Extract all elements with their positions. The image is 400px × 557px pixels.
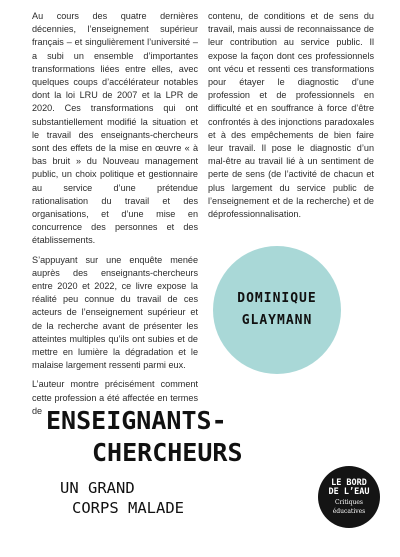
book-title-line-2: CHERCHEURS [92, 438, 243, 467]
author-first-name: DOMINIQUE [237, 291, 317, 306]
summary-paragraph-1: Au cours des quatre dernières décennies, l’enseignement supérieur français – et singulièrement l’université – a subi un ensemble d’importantes transformations liées entre elles, avec quelques coups d’accélérateur notables dont la loi LRU de 2007 et la LPR de 2020. Ces transformations qui ont substantiellement modifié la situation et le travail des enseignants-chercheurs sont des effets de la mise en œuvre « à bas bruit » du Nouveau management public, un choix politique et gestionnaire au service d’une prétendue rationalisation du travail et des organisations, et d’une mise en concurrence des personnes et des établissements. [32, 11, 198, 246]
publisher-name-line-1: LE BORD [331, 478, 367, 488]
book-title [46, 405, 243, 469]
summary-paragraph-2: S’appuyant sur une enquête menée auprès des enseignants-chercheurs entre 2020 et 2022, ce livre expose la réalité peu connue du travail de ces acteurs de l’enseignement supérieur et de la recherche avant de présenter les atteintes multiples qu’ils ont subies et de mettre en lumière la dégradation et le malaise largement ressenti parmi eux. [32, 254, 198, 371]
publisher-name-line-2: DE L’EAU [328, 487, 370, 497]
summary-paragraph-3: L’auteur montre précisément comment cette profession a été affectée en termes de [32, 379, 198, 416]
collection-name-line-2: éducatives [332, 508, 366, 515]
author-badge [213, 246, 341, 374]
publisher-logo [318, 466, 380, 528]
collection-name-line-1: Critiques [334, 499, 364, 506]
back-cover-left-column [32, 10, 198, 424]
summary-paragraph-continued: contenu, de conditions et de sens du travail, mais aussi de reconnaissance de leur contribution au service public. Il expose la façon dont ces professionnels ont vécu et ressenti ces transformations pour étayer le diagnostic d’une profession et de professionnels en difficulté et en souffrance à force d’être confrontés à des injonctions paradoxales et à des empêchements de bien faire leur travail. Il pose le diagnostic d’un mal-être au travail lié à un sentiment de perte de sens (de l’activité de chacun et plus largement du service public de l’enseignement et de la recherche) et de déprofessionnalisation. [208, 11, 374, 220]
author-last-name: GLAYMANN [241, 313, 313, 328]
book-subtitle-line-2: CORPS MALADE [72, 499, 184, 517]
book-title-line-1: ENSEIGNANTS- [46, 406, 227, 435]
book-subtitle-line-1: UN GRAND [60, 479, 135, 497]
back-cover-right-column [208, 10, 374, 227]
book-subtitle [60, 478, 184, 518]
